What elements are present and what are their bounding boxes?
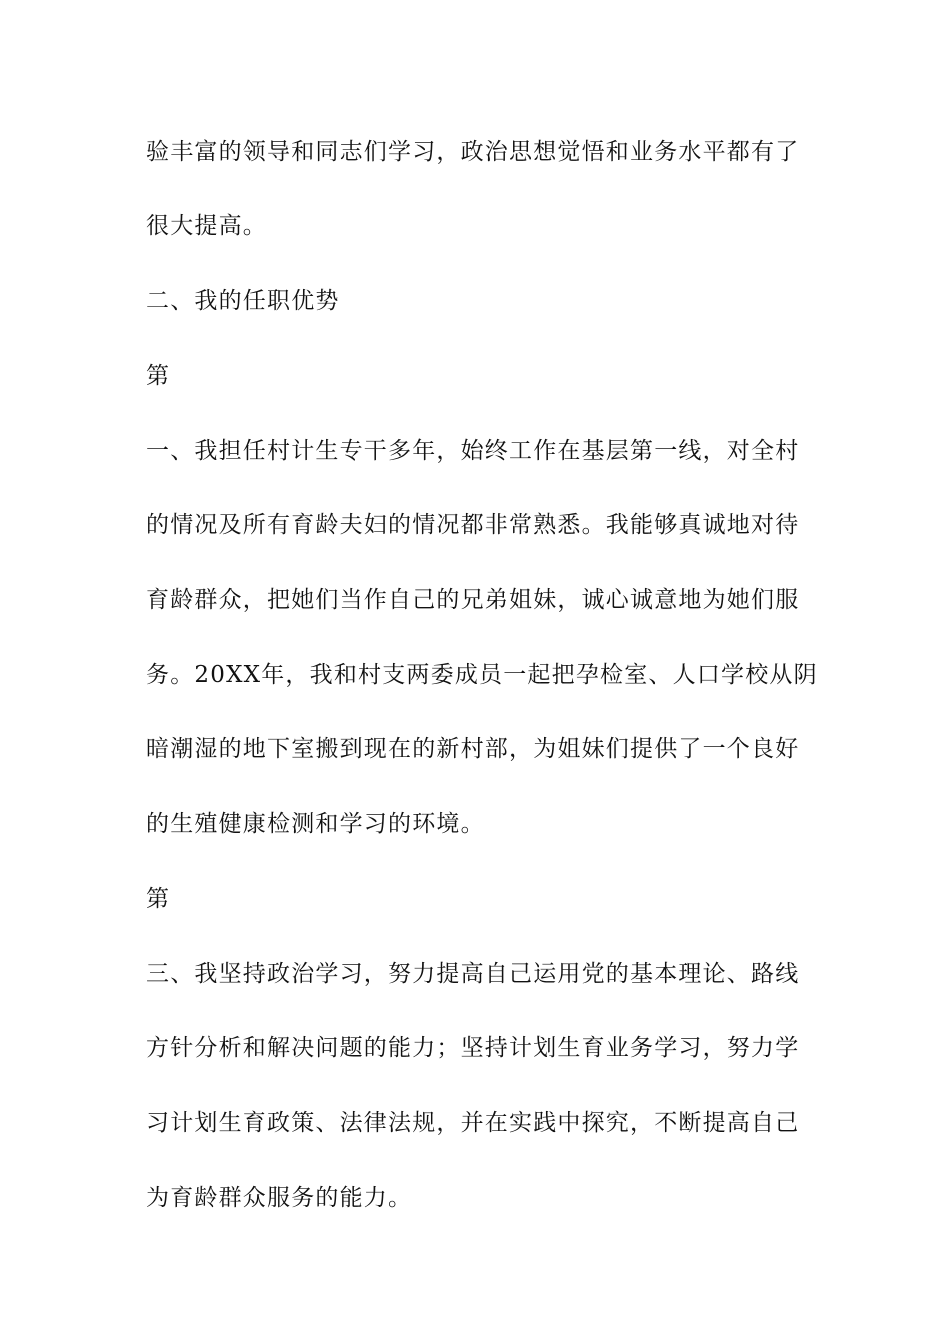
text-line: 一、我担任村计生专干多年，始终工作在基层第一线，对全村 xyxy=(146,438,800,464)
text-line: 务。20XX年，我和村支两委成员一起把孕检室、人口学校从阴 xyxy=(146,662,818,688)
text-line: 育龄群众，把她们当作自己的兄弟姐妹，诚心诚意地为她们服 xyxy=(146,587,800,613)
text-line: 第 xyxy=(146,886,171,912)
text-line: 为育龄群众服务的能力。 xyxy=(146,1185,413,1211)
text-line: 第 xyxy=(146,363,171,389)
text-line: 验丰富的领导和同志们学习，政治思想觉悟和业务水平都有了 xyxy=(146,139,800,165)
text-line: 的情况及所有育龄夫妇的情况都非常熟悉。我能够真诚地对待 xyxy=(146,512,800,538)
text-line: 方针分析和解决问题的能力；坚持计划生育业务学习，努力学 xyxy=(146,1035,800,1061)
text-line: 很大提高。 xyxy=(146,213,267,239)
text-line: 暗潮湿的地下室搬到现在的新村部，为姐妹们提供了一个良好 xyxy=(146,736,800,762)
section-heading: 二、我的任职优势 xyxy=(146,288,340,314)
text-line: 习计划生育政策、法律法规，并在实践中探究，不断提高自己 xyxy=(146,1110,800,1136)
text-line: 三、我坚持政治学习，努力提高自己运用党的基本理论、路线 xyxy=(146,961,800,987)
text-line: 的生殖健康检测和学习的环境。 xyxy=(146,811,485,837)
